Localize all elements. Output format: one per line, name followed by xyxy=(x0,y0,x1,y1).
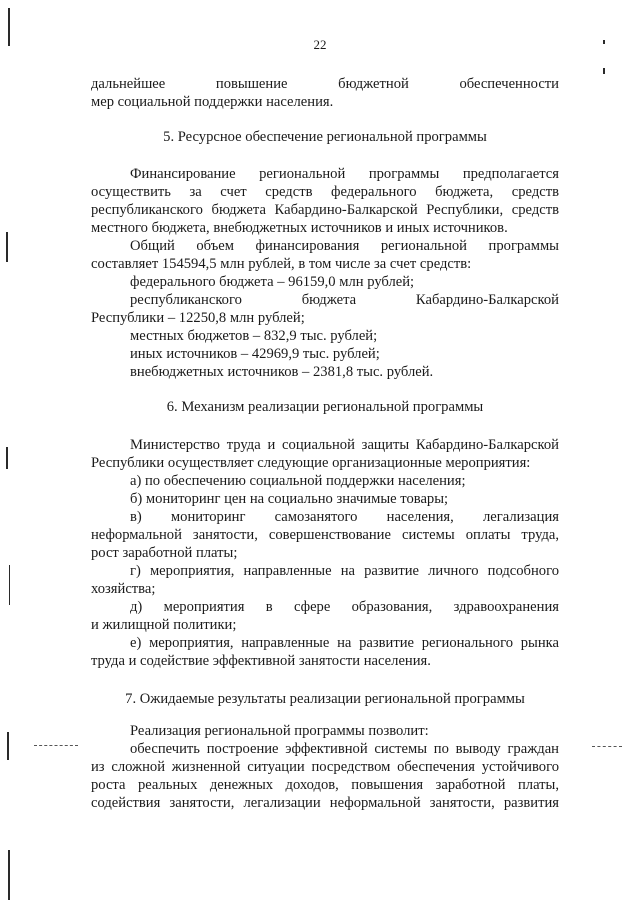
paragraph-line: Общий объем финансирования региональной программы xyxy=(130,238,559,254)
paragraph-line: федерального бюджета – 96159,0 млн рублей; xyxy=(130,274,415,290)
paragraph-line: д) мероприятия в сфере образования, здравоохранения xyxy=(130,599,559,615)
section-heading: 6. Механизм реализации региональной программы xyxy=(166,399,484,415)
scan-edge-mark xyxy=(9,565,10,605)
paragraph-line: г) мероприятия, направленные на развитие личного подсобного xyxy=(130,563,559,579)
paragraph-line: роста реальных денежных доходов, повышения заработной платы, xyxy=(91,777,559,793)
paragraph-line: местных бюджетов – 832,9 тыс. рублей; xyxy=(130,328,378,344)
scan-edge-mark xyxy=(6,232,8,262)
paragraph-line: содействия занятости, легализации неформальной занятости, развития xyxy=(91,795,559,811)
paragraph-line: местного бюджета, внебюджетных источников и иных источников. xyxy=(91,220,508,236)
scan-edge-mark xyxy=(6,447,8,469)
section-heading: 5. Ресурсное обеспечение региональной программы xyxy=(163,129,487,145)
paragraph-line: республиканского бюджета Кабардино-Балкарской Республики, средств xyxy=(91,202,559,218)
paragraph-line: из сложной жизненной ситуации посредством обеспечения устойчивого xyxy=(91,759,559,775)
scan-edge-mark xyxy=(603,68,605,74)
paragraph-line: б) мониторинг цен на социально значимые товары; xyxy=(130,491,449,507)
scan-dash-mark xyxy=(34,745,78,747)
paragraph-line: неформальной занятости, совершенствование системы оплаты труда, xyxy=(91,527,559,543)
paragraph-line: Республики – 12250,8 млн рублей; xyxy=(91,310,305,326)
paragraph-line: мер социальной поддержки населения. xyxy=(91,94,334,110)
scan-dash-mark xyxy=(592,746,622,748)
paragraph-line: Финансирование региональной программы предполагается xyxy=(130,166,559,182)
paragraph-line: рост заработной платы; xyxy=(91,545,238,561)
paragraph-line: и жилищной политики; xyxy=(91,617,237,633)
paragraph-line: Реализация региональной программы позволит: xyxy=(130,723,429,739)
paragraph-line: иных источников – 42969,9 тыс. рублей; xyxy=(130,346,380,362)
paragraph-line: а) по обеспечению социальной поддержки населения; xyxy=(130,473,466,489)
paragraph-line: в) мониторинг самозанятого населения, легализация xyxy=(130,509,559,525)
paragraph-line: республиканского бюджета Кабардино-Балкарской xyxy=(130,292,559,308)
scan-edge-mark xyxy=(7,732,9,760)
paragraph-line: труда и содействие эффективной занятости населения. xyxy=(91,653,431,669)
paragraph-line: внебюджетных источников – 2381,8 тыс. рублей. xyxy=(130,364,434,380)
paragraph-line: хозяйства; xyxy=(91,581,156,597)
paragraph-line: Министерство труда и социальной защиты Кабардино-Балкарской xyxy=(130,437,559,453)
scan-edge-mark xyxy=(8,850,10,900)
paragraph-line: Республики осуществляет следующие организационные мероприятия: xyxy=(91,455,531,471)
page-number: 22 xyxy=(313,37,327,52)
paragraph-line: е) мероприятия, направленные на развитие регионального рынка xyxy=(130,635,559,651)
paragraph-line: осуществить за счет средств федерального бюджета, средств xyxy=(91,184,559,200)
paragraph-line: составляет 154594,5 млн рублей, в том числе за счет средств: xyxy=(91,256,472,272)
section-heading: 7. Ожидаемые результаты реализации региональной программы xyxy=(125,691,525,707)
paragraph-line: дальнейшее повышение бюджетной обеспеченности xyxy=(91,76,559,92)
paragraph-line: обеспечить построение эффективной системы по выводу граждан xyxy=(130,741,559,757)
